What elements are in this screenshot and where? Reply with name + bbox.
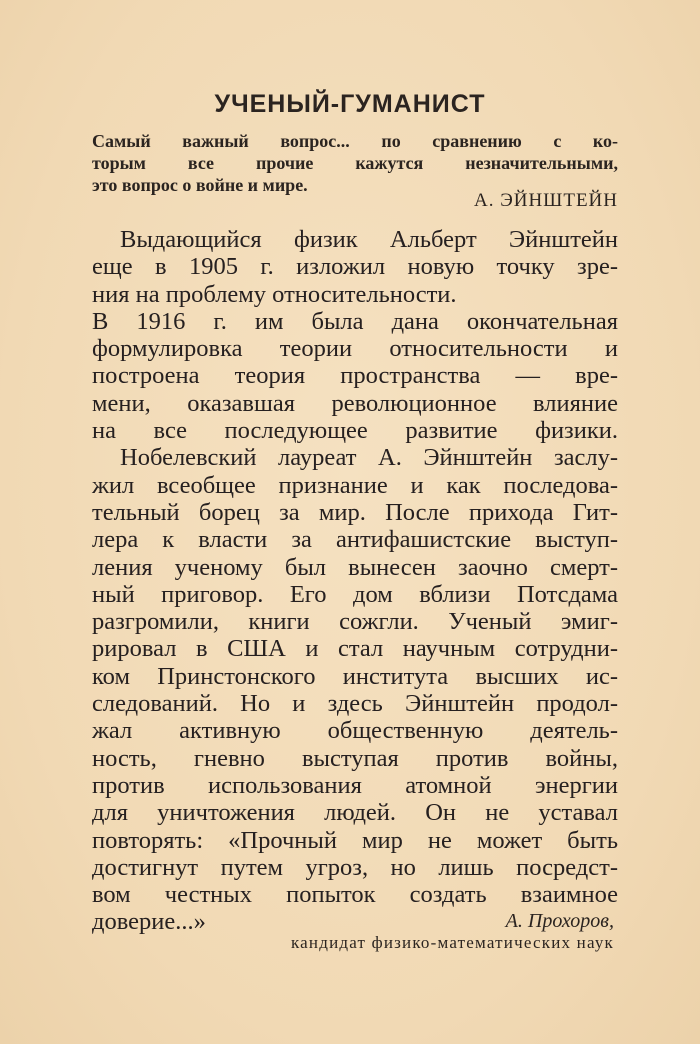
body-line: для уничтожения людей. Он не уставал bbox=[92, 799, 618, 827]
body-line: еще в 1905 г. изложил новую точку зре- bbox=[92, 253, 618, 281]
body-line: ность, гневно выступая против войны, bbox=[92, 744, 618, 772]
epigraph-line: это вопрос о войне и мире. bbox=[92, 175, 308, 195]
body-line: разгромили, книги сожгли. Ученый эмиг- bbox=[92, 608, 618, 636]
body-line: В 1916 г. им была дана окончательная bbox=[92, 307, 618, 335]
body-line: вом честных попыток создать взаимное bbox=[92, 881, 618, 909]
epigraph bbox=[92, 130, 618, 196]
body-line: формулировка теории относительности и bbox=[92, 335, 618, 363]
article-title: УЧЕНЫЙ-ГУМАНИСТ bbox=[214, 90, 486, 118]
epigraph-line: торым все прочие кажутся незначительными, bbox=[92, 153, 618, 173]
body-line: Выдающийся физик Альберт Эйнштейн bbox=[120, 226, 618, 253]
body-line: достигнут путем угроз, но лишь посредст- bbox=[92, 853, 618, 881]
body-line: Нобелевский лауреат А. Эйнштейн заслу- bbox=[120, 444, 618, 472]
body-line: ком Принстонского института высших ис- bbox=[92, 662, 618, 690]
author-credentials: кандидат физико-математических наук bbox=[290, 933, 614, 952]
body-line: рировал в США и стал научным сотрудни- bbox=[92, 635, 618, 663]
article-body bbox=[92, 226, 618, 936]
body-line: против использования атомной энергии bbox=[92, 771, 618, 799]
body-line: мени, оказавшая революционное влияние bbox=[92, 389, 618, 417]
body-line: тельный борец за мир. После прихода Гит- bbox=[92, 498, 618, 526]
body-line: построена теория пространства — вре- bbox=[92, 362, 618, 390]
body-line: жил всеобщее признание и как последова- bbox=[92, 471, 618, 499]
body-line: ния на проблему относительности. bbox=[92, 280, 457, 308]
body-line: повторять: «Прочный мир не может быть bbox=[92, 826, 618, 854]
epigraph-line: Самый важный вопрос... по сравнению с ко- bbox=[92, 131, 618, 151]
body-line: ления ученому был вынесен заочно смерт- bbox=[92, 553, 618, 581]
epigraph-author: А. ЭЙНШТЕЙН bbox=[473, 190, 618, 211]
body-line: следований. Но и здесь Эйнштейн продол- bbox=[92, 690, 618, 718]
body-line: на все последующее развитие физики. bbox=[92, 417, 618, 445]
author-signature: А. Прохоров, bbox=[505, 910, 614, 932]
body-line: доверие...» bbox=[92, 908, 206, 936]
body-line: жал активную общественную деятель- bbox=[92, 717, 618, 745]
body-line: ный приговор. Его дом вблизи Потсдама bbox=[92, 580, 618, 608]
body-line: лера к власти за антифашистские выступ- bbox=[92, 526, 618, 554]
